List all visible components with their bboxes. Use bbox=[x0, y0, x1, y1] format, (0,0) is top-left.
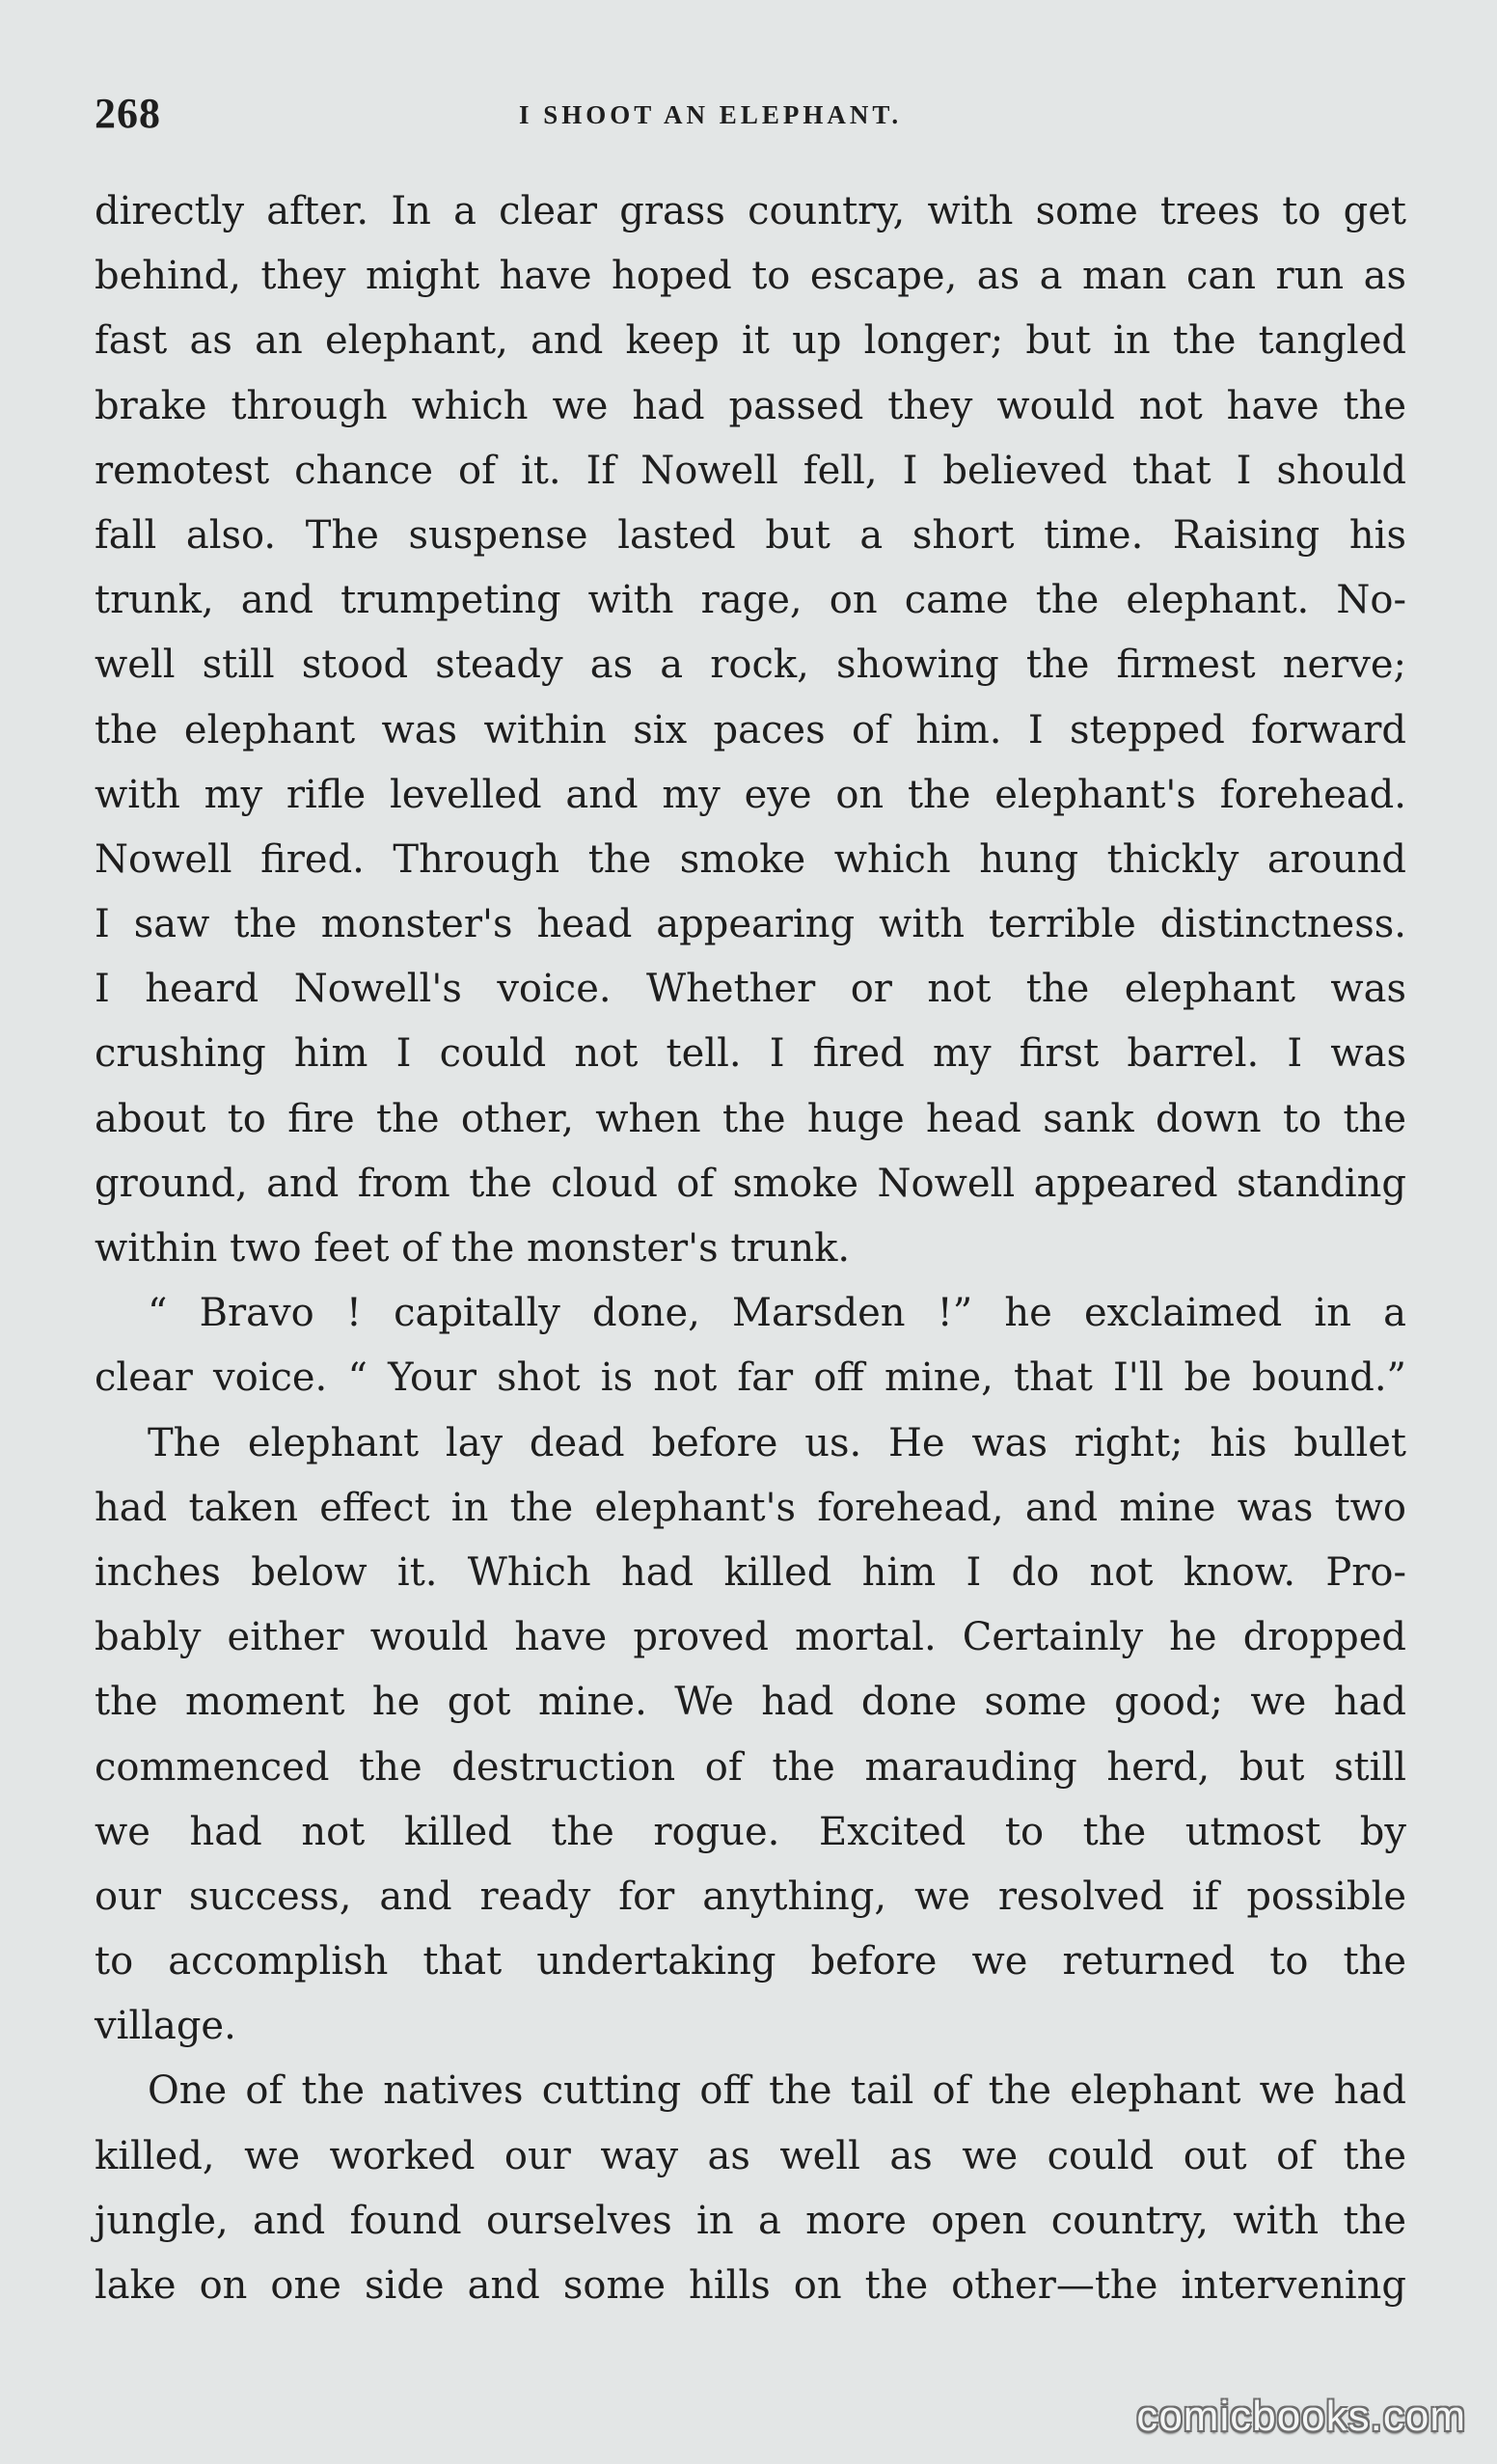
text-line: the elephant was within six paces of him. I stepped forward bbox=[95, 707, 1406, 753]
text-line: well still stood steady as a rock, showing the firmest nerve; bbox=[95, 643, 1406, 688]
text-line: bably either would have proved mortal. Certainly he dropped bbox=[95, 1615, 1406, 1660]
text-line: commenced the destruction of the marauding herd, but still bbox=[95, 1744, 1406, 1790]
text-line: about to fire the other, when the huge head sank down to the bbox=[95, 1096, 1406, 1141]
page-number: 268 bbox=[95, 90, 161, 137]
text-line: with my rifle levelled and my eye on the elephant's forehead. bbox=[95, 772, 1406, 817]
text-line: killed, we worked our way as well as we could out of the bbox=[95, 2133, 1406, 2178]
text-line: remotest chance of it. If Nowell fell, I believed that I should bbox=[95, 448, 1406, 493]
body-text bbox=[95, 179, 1406, 2318]
text-line: One of the natives cutting off the tail of the elephant we had bbox=[148, 2068, 1406, 2114]
running-title: I SHOOT AN ELEPHANT. bbox=[519, 100, 903, 129]
text-line: ground, and from the cloud of smoke Nowell appeared standing bbox=[95, 1161, 1406, 1206]
text-line: brake through which we had passed they would not have the bbox=[95, 383, 1406, 428]
text-line: crushing him I could not tell. I fired my first barrel. I was bbox=[95, 1031, 1406, 1077]
text-line: behind, they might have hoped to escape, as a man can run as bbox=[95, 254, 1406, 299]
text-line: had taken effect in the elephant's forehead, and mine was two bbox=[95, 1485, 1406, 1530]
text-line: lake on one side and some hills on the other—the intervening bbox=[95, 2263, 1406, 2308]
text-line: fall also. The suspense lasted but a short time. Raising his bbox=[95, 512, 1406, 558]
text-line: Nowell fired. Through the smoke which hung thickly around bbox=[95, 836, 1406, 882]
running-head bbox=[95, 89, 1402, 147]
text-line: to accomplish that undertaking before we returned to the bbox=[95, 1939, 1406, 1985]
text-line: jungle, and found ourselves in a more open country, with the bbox=[95, 2198, 1406, 2243]
text-line: directly after. In a clear grass country, with some trees to get bbox=[95, 189, 1406, 233]
text-line: clear voice. “ Your shot is not far off mine, that I'll be bound.” bbox=[95, 1355, 1406, 1401]
text-line: village. bbox=[95, 2004, 236, 2049]
site-watermark: comicbooks.com bbox=[1136, 2393, 1466, 2440]
text-line: our success, and ready for anything, we resolved if possible bbox=[95, 1874, 1406, 1919]
text-line: the moment he got mine. We had done some good; we had bbox=[95, 1680, 1406, 1725]
text-line: trunk, and trumpeting with rage, on came the elephant. No- bbox=[95, 578, 1406, 623]
text-line: we had not killed the rogue. Excited to the utmost by bbox=[95, 1809, 1406, 1854]
text-line: within two feet of the monster's trunk. bbox=[95, 1226, 851, 1271]
text-line: “ Bravo ! capitally done, Marsden !” he exclaimed in a bbox=[148, 1291, 1406, 1336]
text-line: fast as an elephant, and keep it up longer; but in the tangled bbox=[95, 318, 1406, 364]
text-line: inches below it. Which had killed him I do not know. Pro- bbox=[95, 1549, 1406, 1595]
text-line: I heard Nowell's voice. Whether or not the elephant was bbox=[95, 967, 1406, 1012]
text-line: The elephant lay dead before us. He was right; his bullet bbox=[148, 1420, 1406, 1465]
text-line: I saw the monster's head appearing with terrible distinctness. bbox=[95, 902, 1406, 947]
